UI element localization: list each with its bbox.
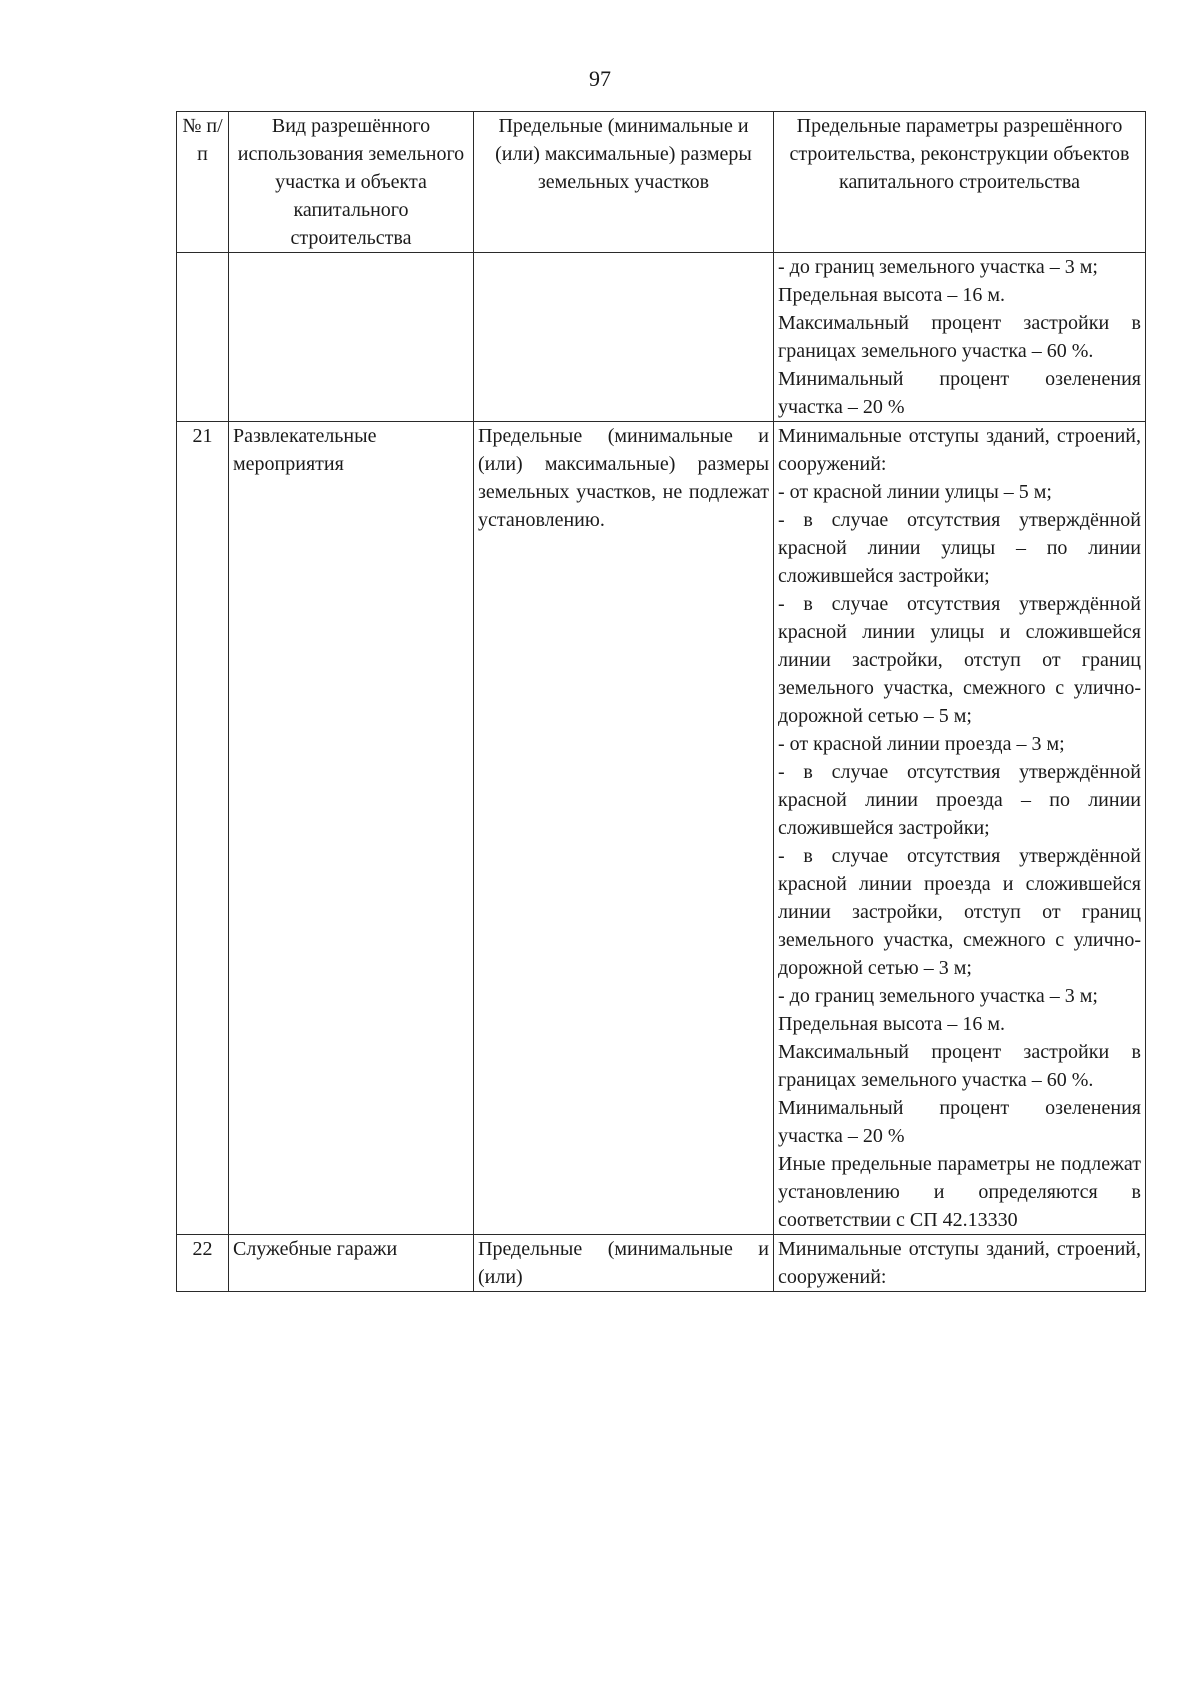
param-line: Предельная высота – 16 м. [778,1013,1006,1035]
param-line: - в случае отсутствия утверждённой красной линии улицы и сложившейся линии застройки, отступ от границ земельного участка, смежного с улично-дорожной сетью – 5 м; [778,593,1141,727]
row-21-use-type: Развлекательные мероприятия [229,422,474,1235]
param-line: Максимальный процент застройки в границах земельного участка – 60 %. [778,1041,1141,1091]
row-22-params [774,1235,1146,1292]
table-row-22 [177,1235,1146,1292]
param-line: - от красной линии проезда – 3 м; [778,733,1065,755]
table-row-continuation [177,253,1146,422]
continuation-num-cell [177,253,229,422]
param-line: - в случае отсутствия утверждённой красной линии проезда и сложившейся линии застройки, отступ от границ земельного участка, смежного с улично-дорожной сетью – 3 м; [778,845,1141,979]
param-line: Минимальные отступы зданий, строений, сооружений: [778,425,1141,475]
param-line: Минимальные отступы зданий, строений, сооружений: [778,1238,1141,1288]
param-line: Минимальный процент озеленения участка – 20 % [778,1097,1141,1147]
row-22-num: 22 [177,1235,229,1292]
continuation-params-cell [774,253,1146,422]
row-21-params [774,422,1146,1235]
param-line: - до границ земельного участка – 3 м; [778,256,1098,278]
param-line: - до границ земельного участка – 3 м; [778,985,1098,1007]
param-line: Максимальный процент застройки в границах земельного участка – 60 %. [778,312,1141,362]
row-22-plot-sizes: Предельные (минимальные и (или) [474,1235,774,1292]
row-21-plot-sizes: Предельные (минимальные и (или) максимальные) размеры земельных участков, не подлежат установлению. [474,422,774,1235]
param-line: Иные предельные параметры не подлежат установлению и определяются в соответствии с СП 42.13330 [778,1153,1141,1231]
row-22-use-type: Служебные гаражи [229,1235,474,1292]
page-number: 97 [589,66,611,91]
table-row-21 [177,422,1146,1235]
param-line: Предельная высота – 16 м. [778,284,1006,306]
header-plot-sizes: Предельные (минимальные и (или) максимальные) размеры земельных участков [474,112,774,253]
table-header-row [177,112,1146,253]
continuation-plot-sizes-cell [474,253,774,422]
param-line: - в случае отсутствия утверждённой красной линии улицы – по линии сложившейся застройки; [778,509,1141,587]
regulations-table [176,111,1146,1292]
param-line: - от красной линии улицы – 5 м; [778,481,1052,503]
param-line: - в случае отсутствия утверждённой красной линии проезда – по линии сложившейся застройки; [778,761,1141,839]
header-num: № п/п [177,112,229,253]
param-line: Минимальный процент озеленения участка – 20 % [778,368,1141,418]
continuation-use-type-cell [229,253,474,422]
header-use-type: Вид разрешённого использования земельного участка и объекта капитального строительства [229,112,474,253]
header-build-params: Предельные параметры разрешённого строительства, реконструкции объектов капитального строительства [774,112,1146,253]
row-21-num: 21 [177,422,229,1235]
